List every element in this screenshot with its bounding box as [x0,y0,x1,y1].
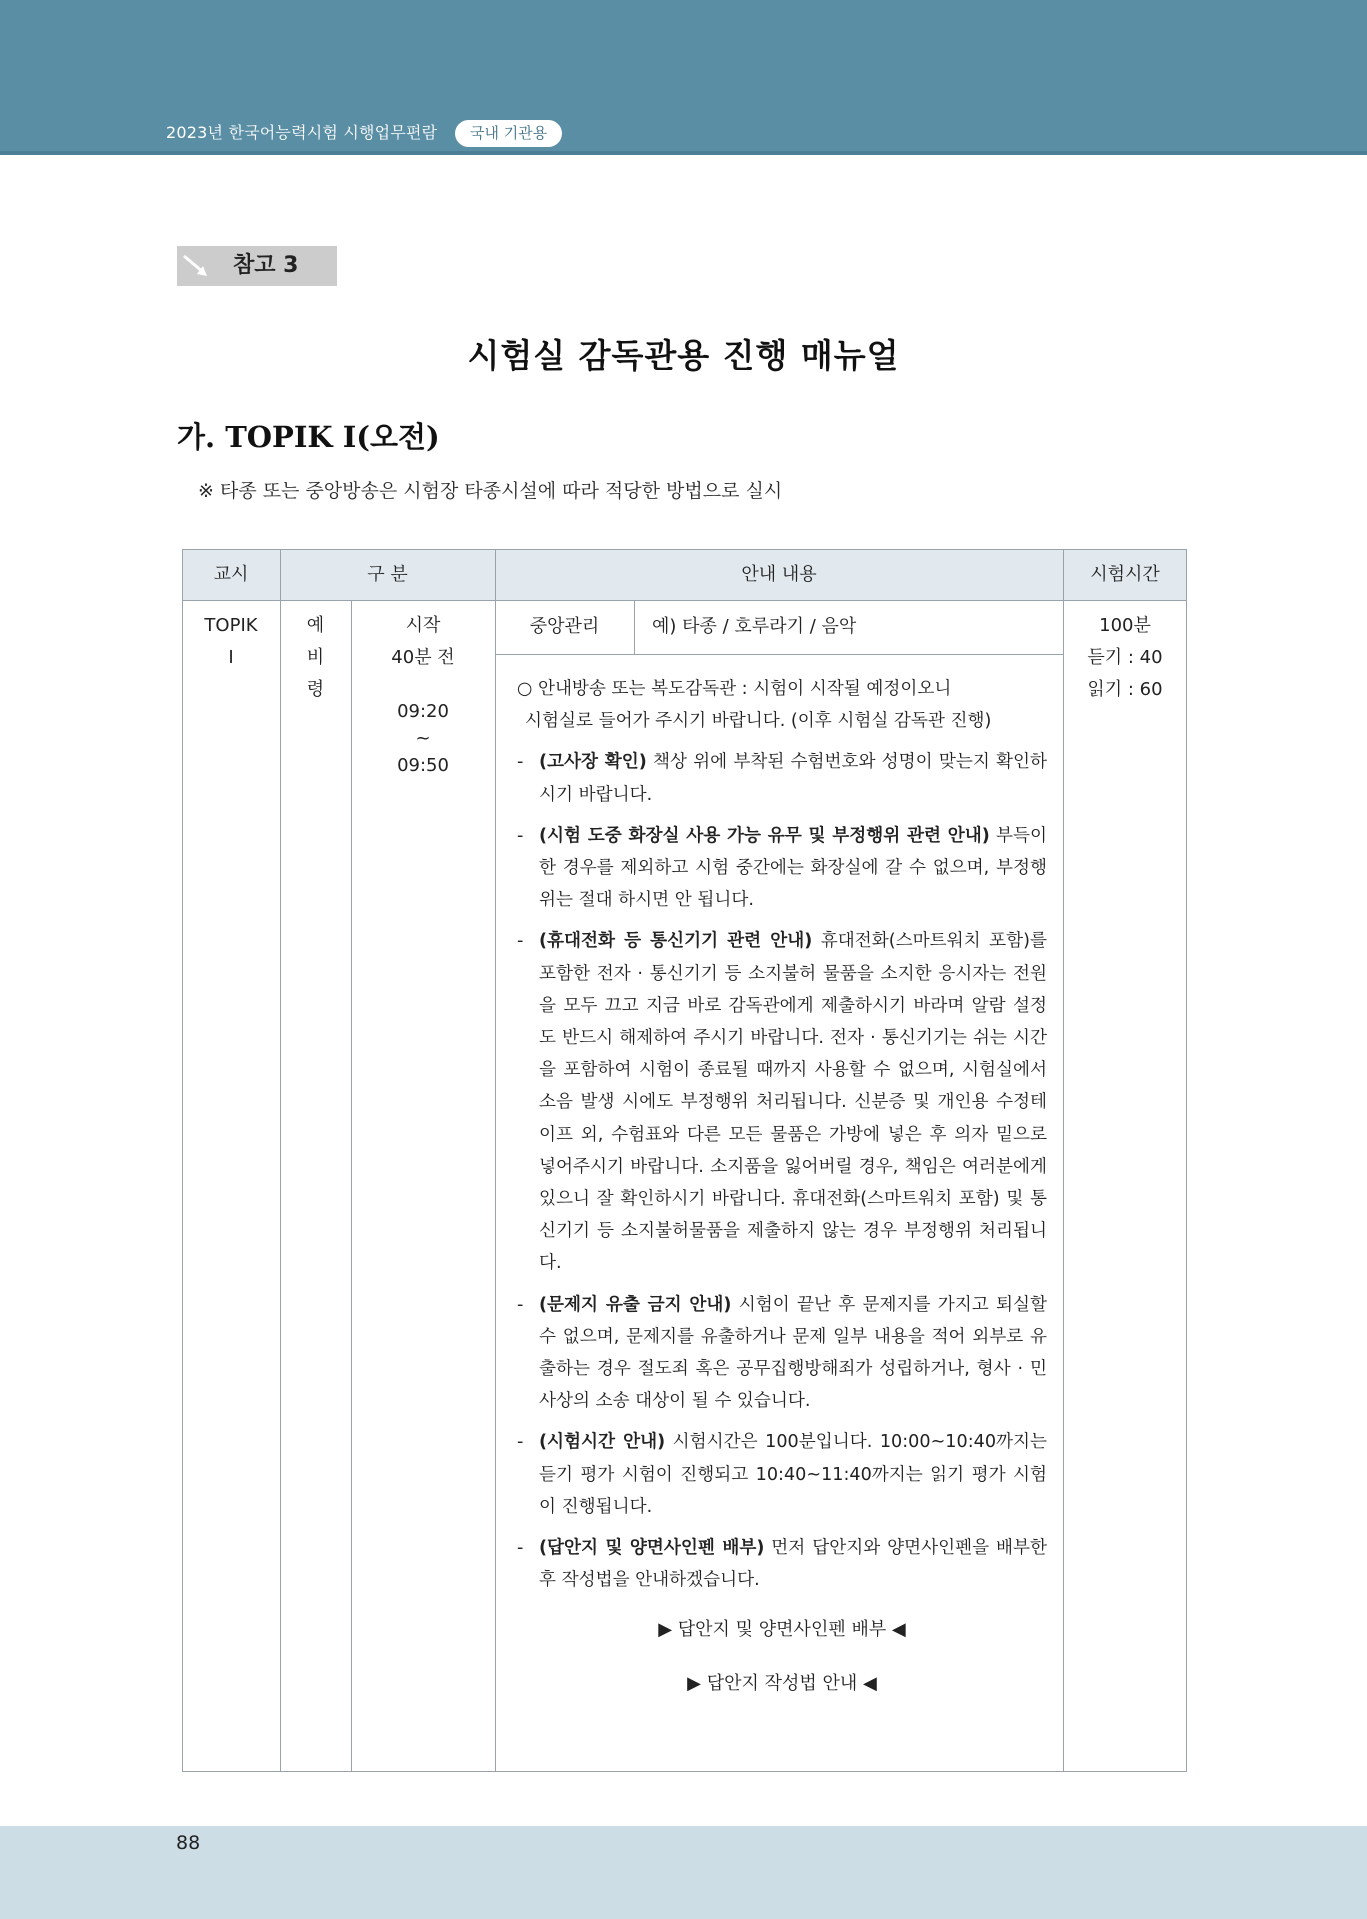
marker-sheet-instructions: ▶ 답안지 작성법 안내 ◀ [687,1673,877,1695]
timing-before: 40분 전 [391,647,455,668]
exam-time-line: 읽기 : 60 [1087,679,1163,700]
col-divider-period [280,549,281,1772]
section-title: 가. TOPIK Ⅰ(오전) [177,420,440,454]
header-title: 2023년 한국어능력시험 시행업무편람 [166,123,438,142]
table-border-left [182,549,183,1772]
phase-char: 령 [306,679,325,700]
central-label: 중앙관리 [529,616,600,637]
col-divider-central [634,600,635,654]
reference-label: 참고 3 [233,253,299,278]
table-border-bottom [182,1771,1187,1772]
item-text: 시험이 끝난 후 문제지를 가지고 퇴실할 수 없으며, 문제지를 유출하거나 문제 일부 내용을 적어 외부로 유출하는 경우 절도죄 혹은 공무집행방해죄가 성립하거나, 형사 · 민사상의 소송 대상이 될 수 있습니다. [539,1294,1047,1412]
timing-from: 09:20 [397,701,449,722]
guidance-content [517,673,1047,1704]
guidance-item [517,925,1047,1279]
item-heading: (시험시간 안내) [539,1432,666,1453]
note-text: ※ 타종 또는 중앙방송은 시험장 타종시설에 따라 적당한 방법으로 실시 [198,480,783,502]
intro-paragraph [517,673,1047,737]
header-period: 교시 [213,564,249,585]
table-border-right [1186,549,1187,1772]
phase-char: 비 [306,647,325,668]
header-badge: 국내 기관용 [455,120,562,147]
intro-line: ○ 안내방송 또는 복도감독관 : 시험이 시작될 예정이오니 [517,679,952,699]
guidance-item [517,820,1047,917]
intro-line: 시험실로 들어가 주시기 바랍니다. (이후 시험실 감독관 진행) [525,711,992,732]
period-cell [182,610,280,674]
guidance-item [517,1289,1047,1418]
phase-cell [280,610,351,706]
item-text: 부득이한 경우를 제외하고 시험 중간에는 화장실에 갈 수 없으며, 부정행위는 절대 하시면 안 됩니다. [539,825,1047,911]
footer-band [0,1826,1367,1919]
guidance-item [517,1532,1047,1596]
item-heading: (문제지 유출 금지 안내) [539,1294,732,1315]
marker-distribute-sheet: ▶ 답안지 및 양면사인펜 배부 ◀ [658,1619,906,1641]
header-guidance: 안내 내용 [741,564,817,585]
item-dash: - [517,931,524,952]
item-dash: - [517,1294,524,1315]
exam-time-cell [1063,610,1187,706]
page-number: 88 [176,1832,201,1854]
item-dash: - [517,1538,524,1559]
item-dash: - [517,825,524,846]
timing-cell [351,610,495,782]
col-divider-guidance [1063,549,1064,1772]
timing-start: 시작 [405,615,441,636]
guidance-item [517,746,1047,810]
period-line: TOPIK [204,615,258,636]
header-rule [0,151,1367,155]
timing-spacer [351,674,495,696]
timing-tilde: ~ [415,728,431,749]
item-dash: - [517,752,524,773]
item-dash: - [517,1432,524,1453]
item-text: 휴대전화(스마트워치 포함)를 포함한 전자 · 통신기기 등 소지불허 물품을 소지한 응시자는 전원을 모두 끄고 지금 바로 감독관에게 제출하시기 바라며 알람 설정도 반드시 해제하여 주시기 바랍니다. 전자 · 통신기기는 쉬는 시간을 포함하여 시험이 종료될 때까지 사용할 수 없으며, 시험실에서 소음 발생 시에도 부정행위 처리됩니다. 신분증 및 개인용 수정테이프 외, 수험표와 다른 모든 물품은 가방에 넣은 후 의자 밑으로 넣어주시기 바랍니다. 소지품을 잃어버릴 경우, 책임은 여러분에게 있으니 잘 확인하시기 바랍니다. 휴대전화(스마트워치 포함) 및 통신기기 등 소지불허물품을 제출하지 않는 경우 부정행위 처리됩니다. [539,931,1047,1274]
exam-time-line: 듣기 : 40 [1087,647,1163,668]
reference-tag [177,246,337,286]
item-heading: (시험 도중 화장실 사용 가능 유무 및 부정행위 관련 안내) [539,825,990,846]
exam-time-line: 100분 [1099,615,1151,636]
manual-table [182,549,1187,1772]
item-heading: (고사장 확인) [539,752,647,773]
central-row-divider [495,654,1063,655]
document-title: 시험실 감독관용 진행 매뉴얼 [467,336,900,375]
col-divider-division [495,549,496,1772]
timing-to: 09:50 [397,755,449,776]
period-line: Ⅰ [228,647,234,668]
phase-char: 예 [306,615,325,636]
header-division: 구 분 [367,564,408,585]
guidance-item [517,1426,1047,1523]
item-text: 먼저 답안지와 양면사인펜을 배부한 후 작성법을 안내하겠습니다. [539,1538,1047,1591]
central-value: 예) 타종 / 호루라기 / 음악 [652,616,857,637]
item-heading: (휴대전화 등 통신기기 관련 안내) [539,931,813,952]
header-exam-time: 시험시간 [1090,564,1160,585]
item-heading: (답안지 및 양면사인펜 배부) [539,1538,765,1559]
item-text: 책상 위에 부착된 수험번호와 성명이 맞는지 확인하시기 바랍니다. [539,752,1047,805]
item-text: 시험시간은 100분입니다. 10:00~10:40까지는 듣기 평가 시험이 진행되고 10:40~11:40까지는 읽기 평가 시험이 진행됩니다. [539,1432,1047,1517]
corner-arrow-icon [181,252,211,282]
